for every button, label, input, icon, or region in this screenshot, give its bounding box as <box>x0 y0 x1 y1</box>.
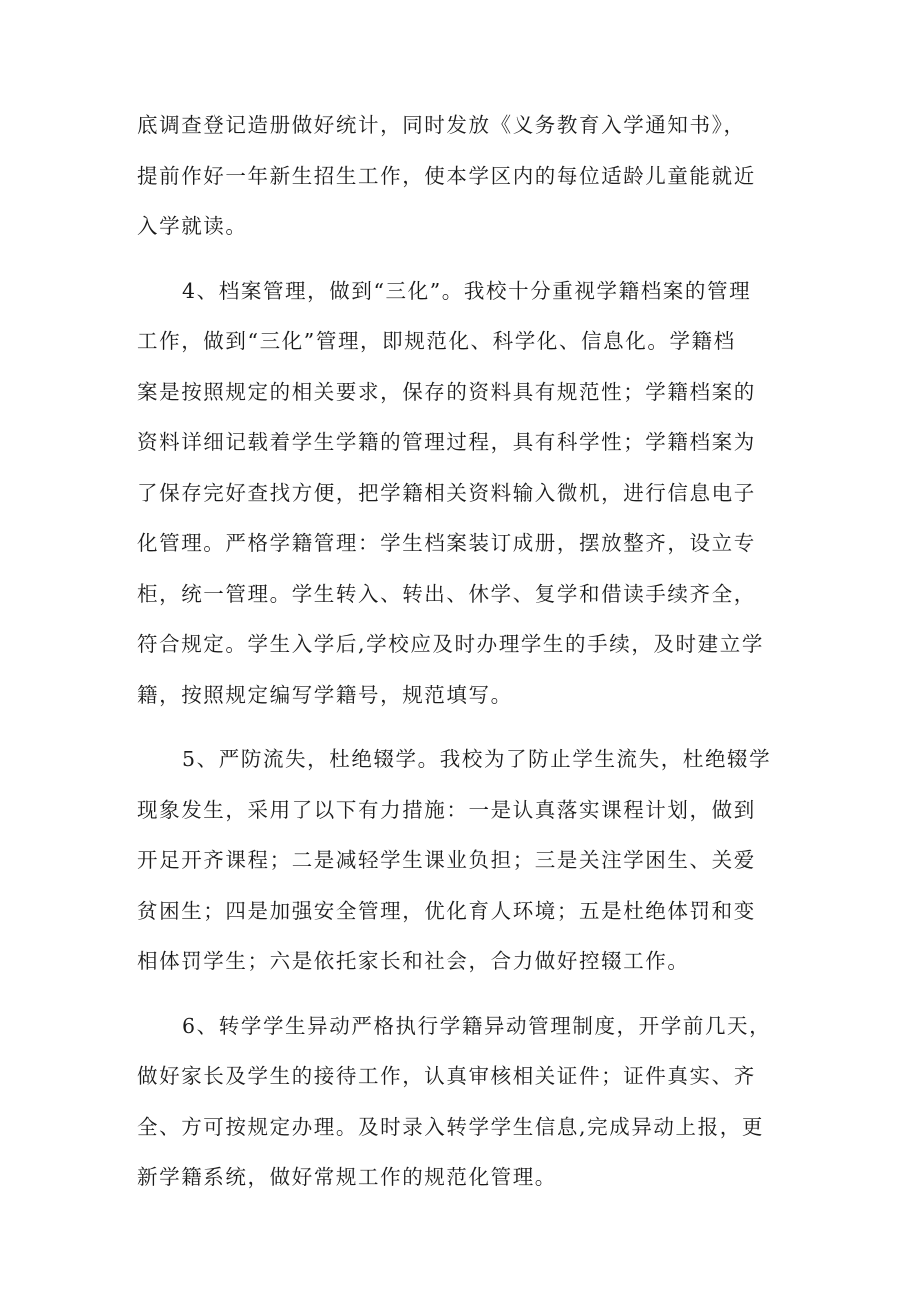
text-line: 符合规定。学生入学后,学校应及时办理学生的手续，及时建立学 <box>137 632 764 656</box>
paragraph-item-4 <box>137 266 797 721</box>
text-line: 提前作好一年新生招生工作，使本学区内的每位适龄儿童能就近 <box>137 163 756 188</box>
text-line: 相体罚学生；六是依托家长和社会，合力做好控辍工作。 <box>137 949 690 973</box>
text-line: 底调查登记造册做好统计，同时发放《义务教育入学通知书》， <box>137 113 746 137</box>
paragraph-item-5 <box>137 734 797 987</box>
paragraph-intro <box>137 100 797 252</box>
text-line: 了保存完好查找方便，把学籍相关资料输入微机，进行信息电子 <box>137 480 756 505</box>
text-line: 全、方可按规定办理。及时录入转学学生信息,完成异动上报，更 <box>137 1114 764 1139</box>
text-line: 做好家长及学生的接待工作，认真审核相关证件；证件真实、齐 <box>137 1064 756 1088</box>
text-line: 5、严防流失，杜绝辍学。我校为了防止学生流失，杜绝辍学 <box>182 747 772 771</box>
text-line: 资料详细记载着学生学籍的管理过程，具有科学性；学籍档案为 <box>137 430 756 454</box>
text-line: 新学籍系统，做好常规工作的规范化管理。 <box>137 1165 557 1189</box>
text-line: 柜，统一管理。学生转入、转出、休学、复学和借读手续齐全， <box>137 581 756 606</box>
document-body <box>137 100 797 1203</box>
text-line: 入学就读。 <box>137 214 248 238</box>
text-line: 开足开齐课程；二是减轻学生课业负担；三是关注学困生、关爱 <box>137 848 756 872</box>
text-line: 工作，做到“三化”管理，即规范化、科学化、信息化。学籍档 <box>137 329 736 353</box>
text-line: 化管理。严格学籍管理：学生档案装订成册，摆放整齐，设立专 <box>137 531 756 555</box>
text-line: 籍，按照规定编写学籍号，规范填写。 <box>137 682 513 707</box>
text-line: 现象发生，采用了以下有力措施：一是认真落实课程计划，做到 <box>137 797 756 822</box>
text-line: 6、转学学生异动严格执行学籍异动管理制度，开学前几天， <box>182 1013 772 1038</box>
text-line: 4、档案管理，做到“三化”。我校十分重视学籍档案的管理 <box>182 278 752 303</box>
text-line: 案是按照规定的相关要求，保存的资料具有规范性；学籍档案的 <box>137 379 756 404</box>
text-line: 贫困生；四是加强安全管理，优化育人环境；五是杜绝体罚和变 <box>137 898 756 923</box>
paragraph-item-6 <box>137 1001 797 1203</box>
